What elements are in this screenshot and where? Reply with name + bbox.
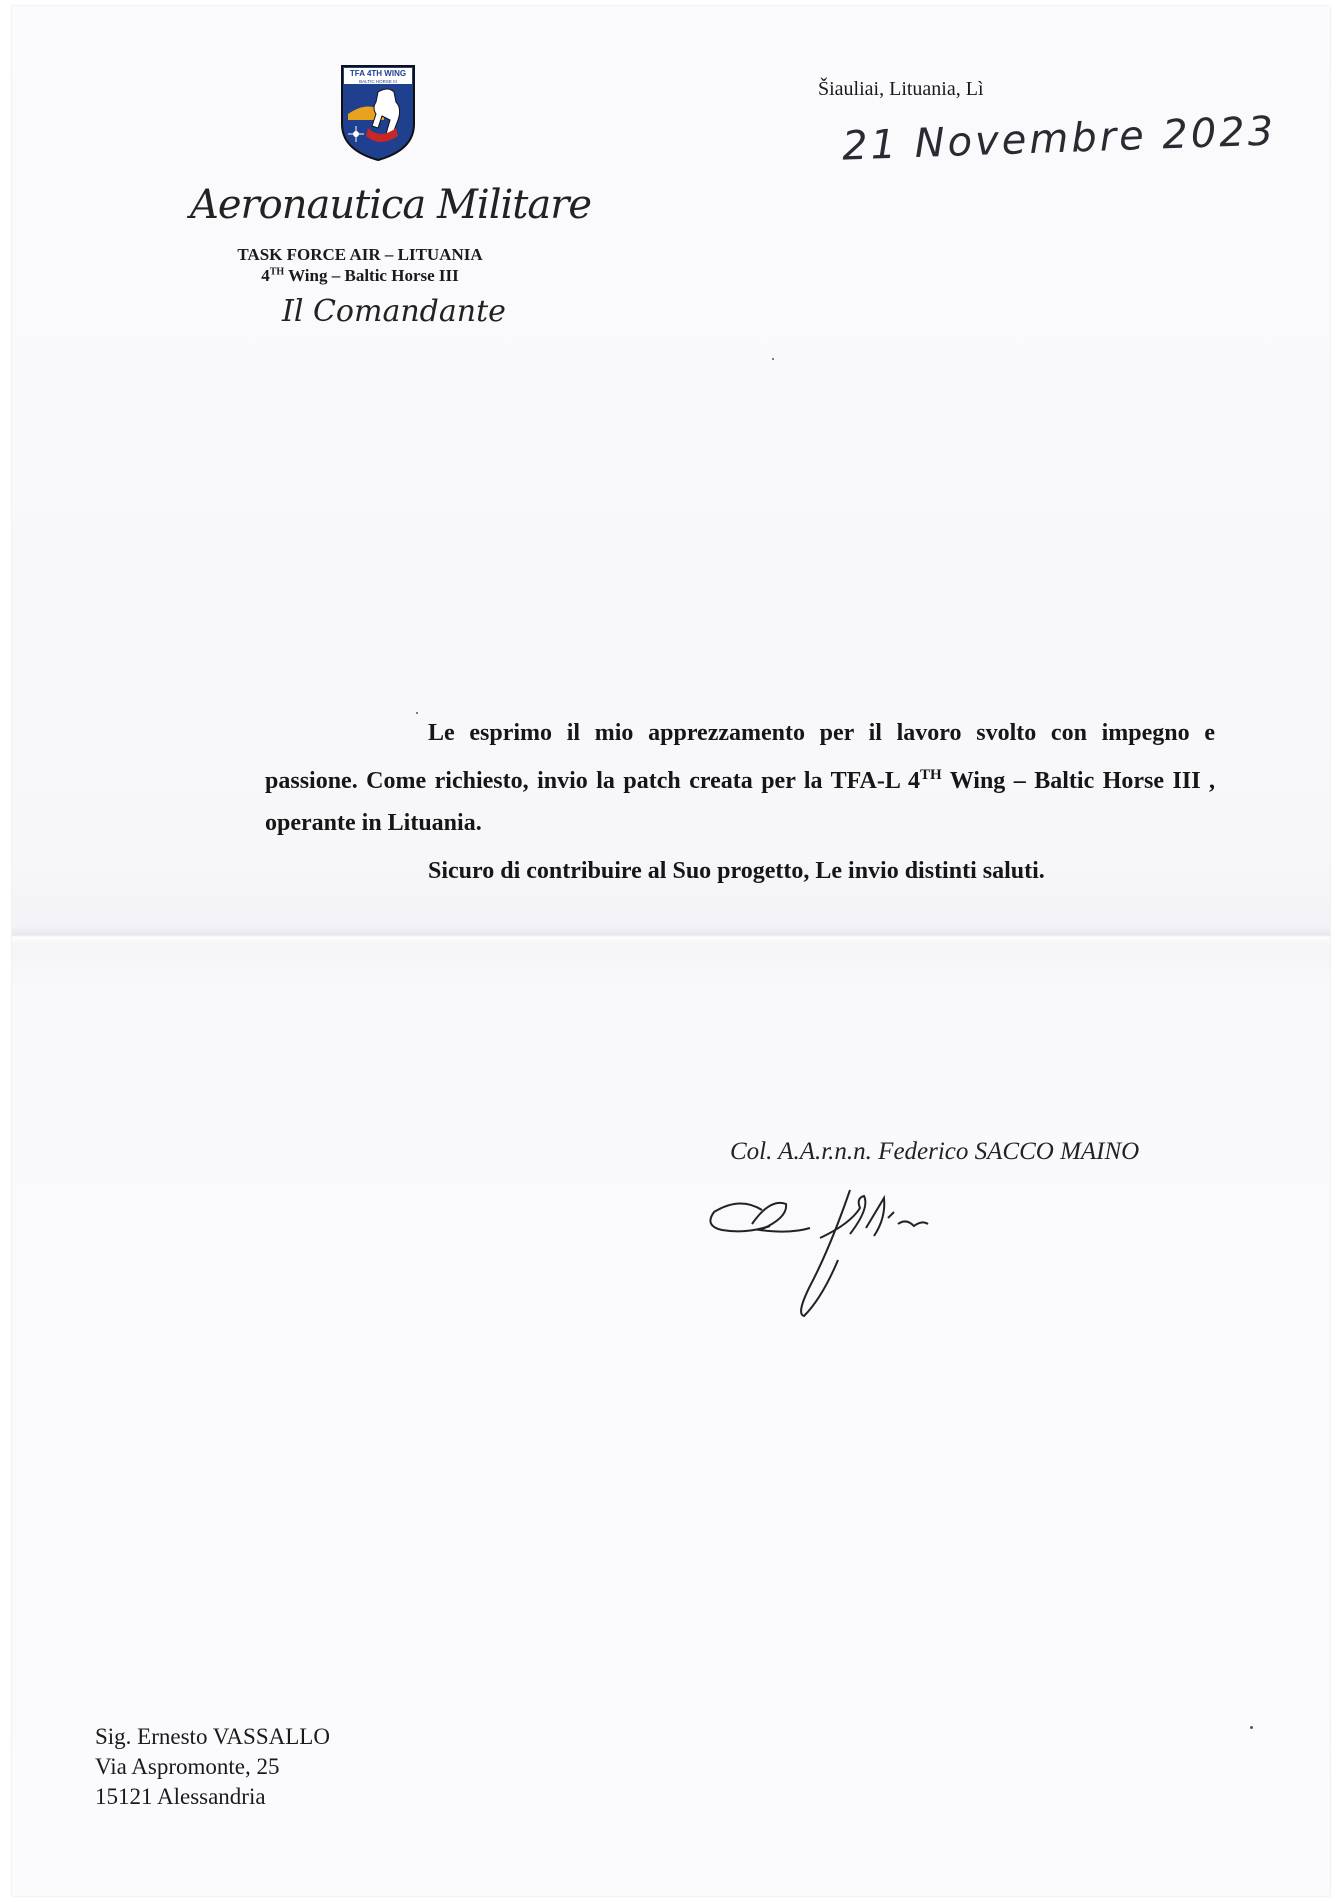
letterhead-wing-line — [200, 266, 520, 286]
signer-name: Col. A.A.r.n.n. Federico SACCO MAINO — [730, 1138, 1140, 1165]
handwritten-signature — [700, 1168, 1060, 1328]
recipient-street: Via Aspromonte, 25 — [95, 1754, 280, 1779]
body-paragraph-2: Sicuro di contribuire al Suo progetto, Le invio distinti saluti. — [428, 858, 1045, 884]
wing-number: 4 — [261, 266, 270, 285]
recipient-city: 15121 Alessandria — [95, 1784, 266, 1809]
letter-body — [265, 712, 1215, 892]
paper-fold — [12, 926, 1330, 946]
crest-subtitle-text: BALTIC HORSE III — [359, 79, 397, 84]
letterhead-script-title: Aeronautica Militare — [190, 182, 592, 228]
body-paragraph-1-text: Le esprimo il mio apprezzamento per il lavoro svolto con impegno e passione. Come richiesto, invio la patch creata per la TFA-L 4 — [265, 720, 1215, 794]
letterhead-commander-script: Il Comandante — [282, 294, 506, 329]
letterhead-unit-line: TASK FORCE AIR – LITUANIA — [237, 245, 483, 264]
wing-superscript: TH — [269, 266, 285, 278]
body-paragraph-1-text-end: Wing – Baltic Horse III , operante in Lituania. — [265, 768, 1216, 836]
body-paragraph-1-superscript: TH — [919, 767, 942, 783]
recipient-name: Sig. Ernesto VASSALLO — [95, 1724, 330, 1749]
recipient-address — [95, 1722, 330, 1812]
paper-speck — [772, 358, 774, 360]
unit-crest-emblem — [338, 62, 418, 162]
letter-paper — [12, 6, 1330, 1896]
crest-title-text: TFA 4TH WING — [349, 69, 407, 78]
paper-speck — [416, 712, 418, 714]
place-dateline: Šiauliai, Lituania, Lì — [818, 78, 984, 100]
paper-speck — [1250, 1726, 1253, 1729]
wing-name: Wing – Baltic Horse III — [284, 266, 459, 285]
handwritten-date: 21 Novembre 2023 — [841, 108, 1277, 170]
body-paragraph-1 — [265, 712, 1215, 844]
